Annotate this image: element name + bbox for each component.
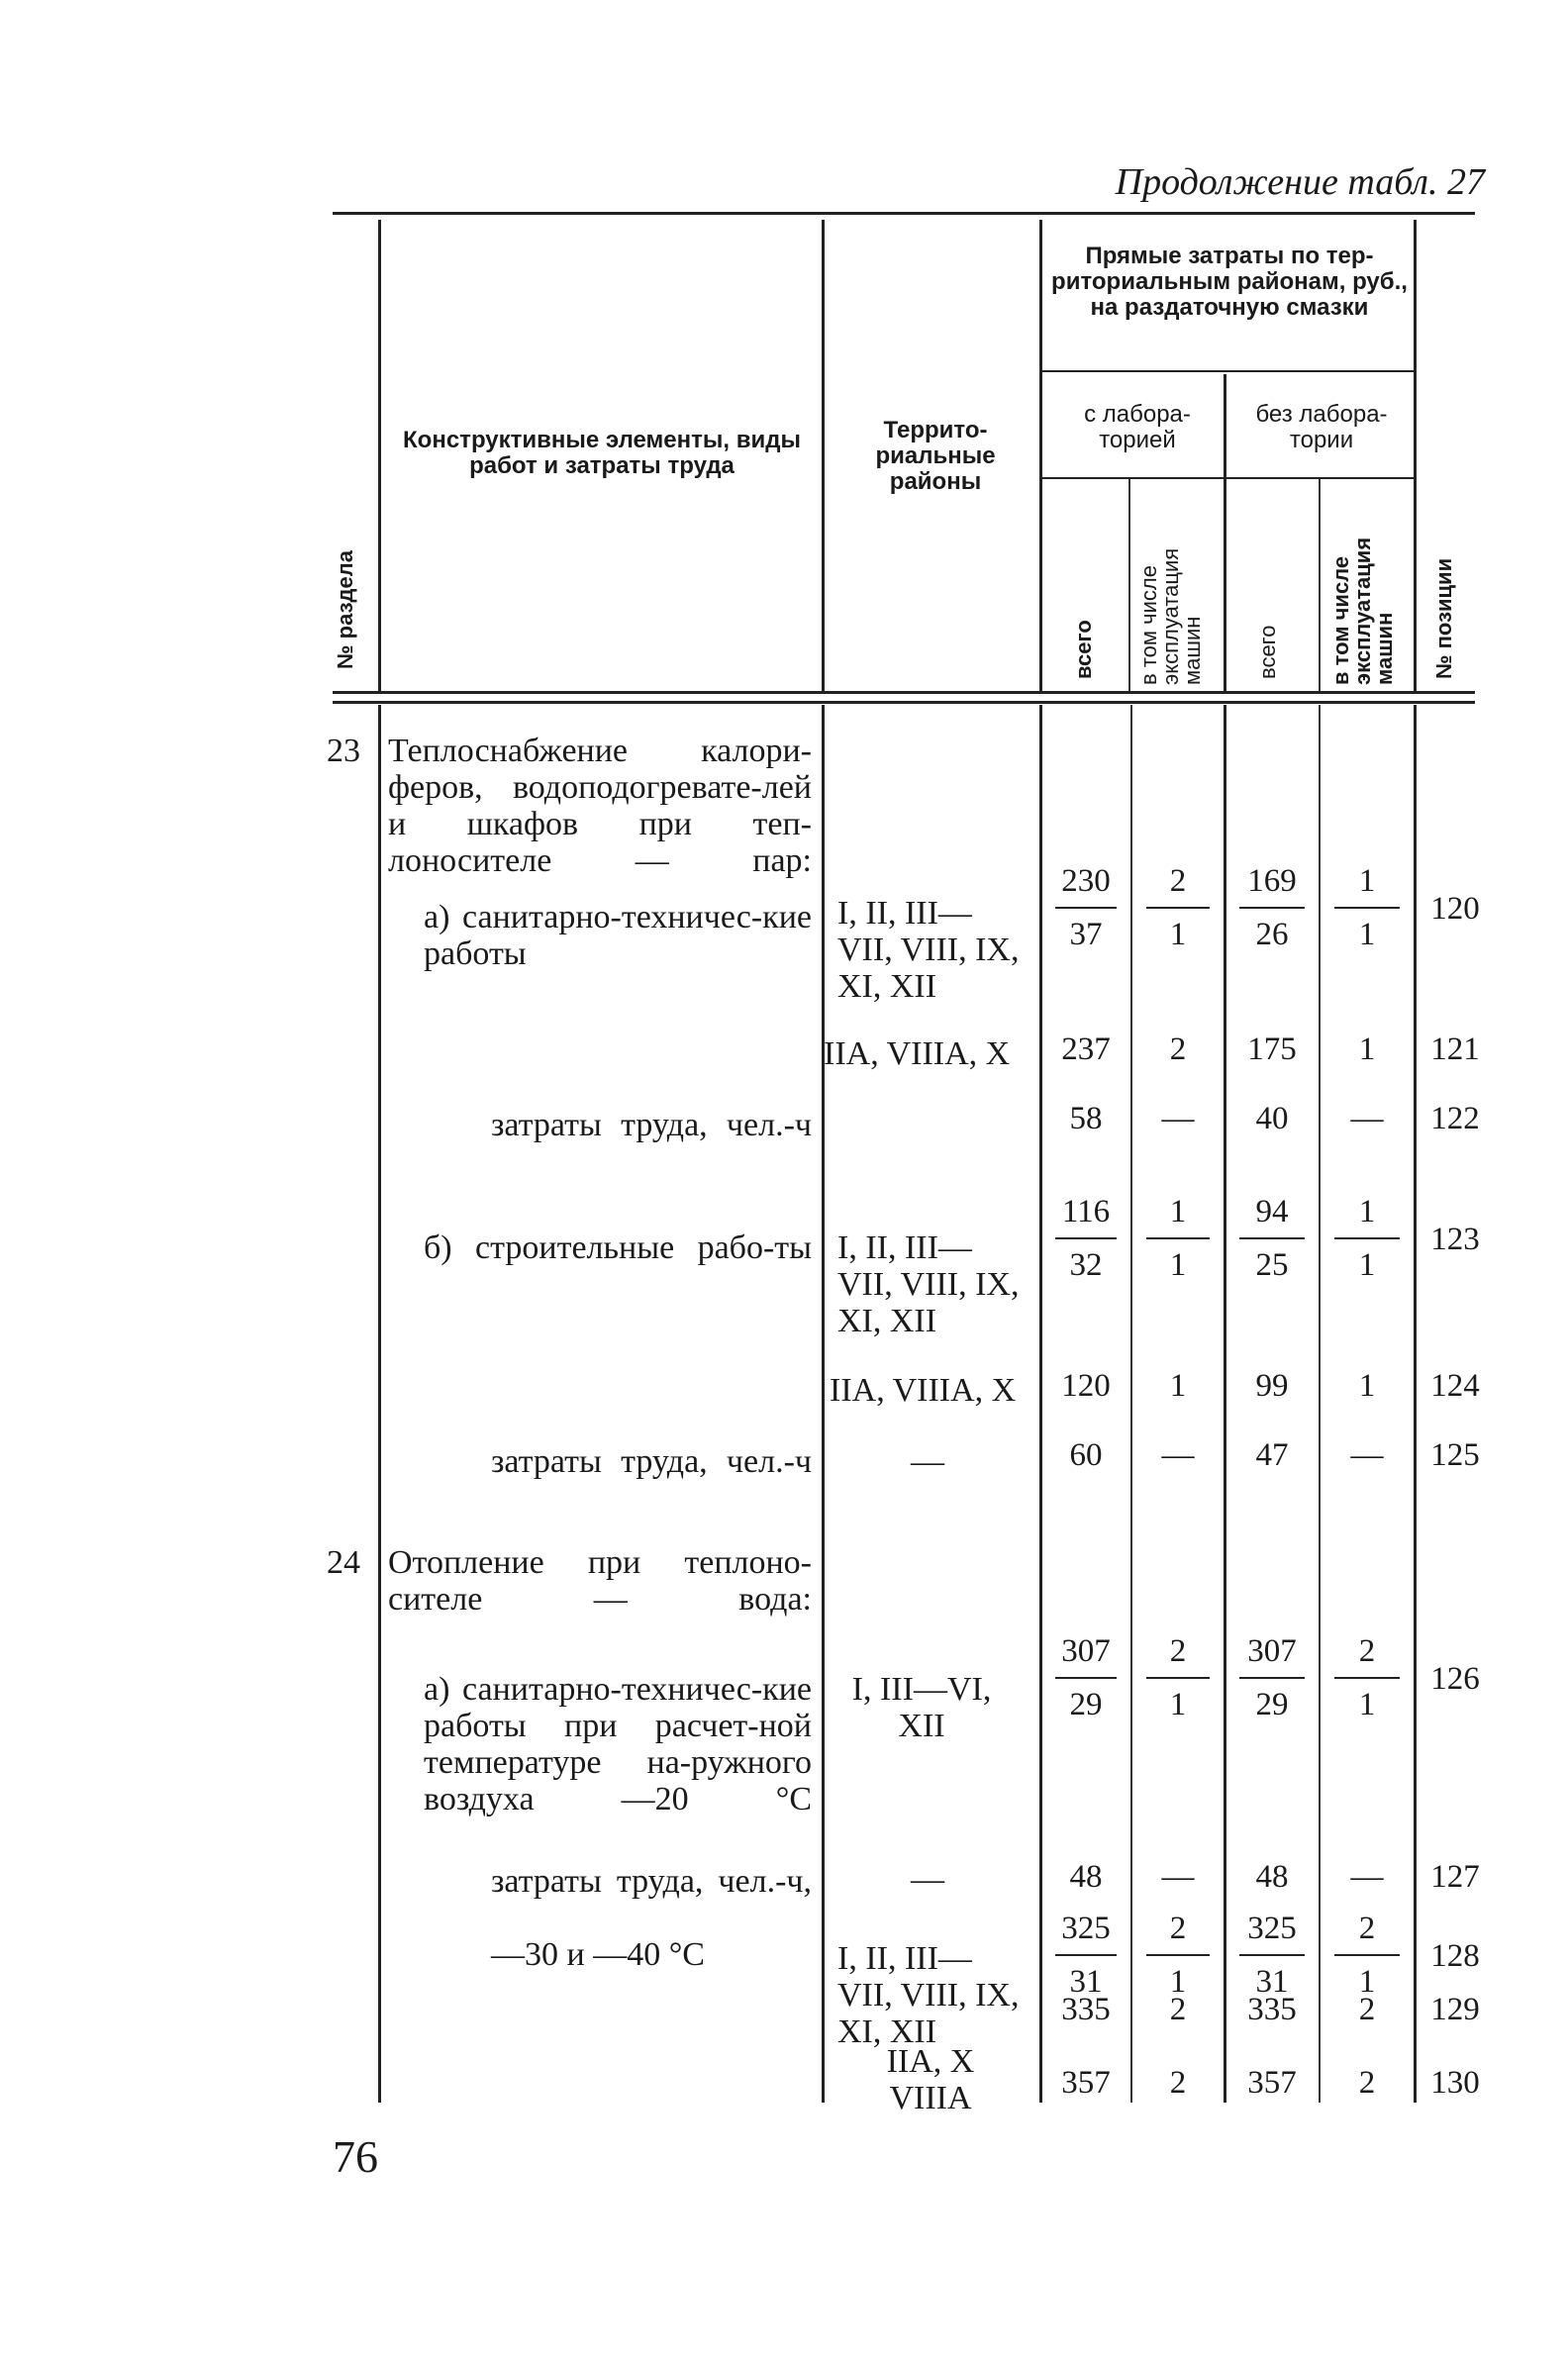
cell-value: 335 [1247, 1992, 1297, 2027]
fraction-bar [1239, 907, 1305, 909]
cell-value: 307 [1061, 1633, 1111, 1669]
cell-value: 1 [1358, 1687, 1376, 1722]
cell-value: 116 [1061, 1194, 1111, 1229]
fraction-bar [1334, 907, 1400, 909]
header-bottom-rule-2 [333, 701, 1475, 704]
cell-value: 1 [1169, 917, 1187, 952]
fraction-bar [1055, 1677, 1117, 1679]
cell-value: 124 [1430, 1368, 1480, 1404]
body-divider-2 [822, 705, 825, 2103]
cell-value: — [1350, 1859, 1384, 1895]
col-divider-1 [378, 220, 381, 691]
cell-value: 29 [1069, 1687, 1103, 1722]
header-with-lab: с лабора-торией [1084, 401, 1191, 453]
item-labor-costs: затраты труда, чел.-ч [491, 1107, 812, 1143]
fraction-bar [1239, 1237, 1305, 1239]
cell-value: 1 [1169, 1964, 1187, 2000]
cell-value: 325 [1247, 1911, 1297, 1946]
fraction-bar [1334, 1954, 1400, 1956]
cell-value: 357 [1061, 2065, 1111, 2101]
cell-value: 1 [1169, 1687, 1187, 1722]
cell-value: 121 [1430, 1031, 1480, 1067]
lab-subheader-rule [1039, 477, 1414, 479]
cell-value: 37 [1069, 917, 1103, 952]
section-title: Теплоснабжение калори-феров, водоподогревате-лей и шкафов при теп-лоносителе — пар: [388, 733, 812, 879]
cell-value: 2 [1169, 1031, 1187, 1067]
fraction-bar [1146, 907, 1210, 909]
cell-value: 40 [1255, 1101, 1289, 1136]
cell-value: 2 [1169, 1911, 1187, 1946]
col-divider-2 [822, 220, 825, 691]
item-temperature: —30 и —40 °С [491, 1936, 705, 1973]
fraction-bar [1146, 1237, 1210, 1239]
body-divider-1 [378, 705, 381, 2103]
header-section-number: № раздела [333, 550, 357, 669]
header-incl-machines-1: в том числе эксплуатация машин [1136, 547, 1205, 685]
regions-cell: IIA, VIIIA, X [824, 1035, 1011, 1072]
cell-value: 94 [1255, 1194, 1289, 1229]
cell-value: 2 [1169, 863, 1187, 899]
cell-value: 307 [1247, 1633, 1297, 1669]
cell-value: 1 [1358, 917, 1376, 952]
cell-value: 2 [1358, 1992, 1376, 2027]
cell-value: 2 [1358, 1911, 1376, 1946]
costs-subheader-rule [1039, 370, 1414, 372]
cell-value: 128 [1430, 1938, 1480, 1974]
cell-value: 175 [1247, 1031, 1297, 1067]
col-divider-5 [1414, 220, 1417, 691]
header-without-lab: без лабора-тории [1255, 401, 1388, 453]
col-divider-7 [1319, 479, 1321, 691]
item-construction-works: б) строительные рабо-ты [424, 1229, 812, 1266]
cell-value: 122 [1430, 1101, 1480, 1136]
item-labor-costs: затраты труда, чел.-ч [491, 1443, 812, 1480]
header-bottom-rule [333, 691, 1475, 694]
cell-value: 25 [1255, 1247, 1289, 1283]
cell-value: 48 [1069, 1859, 1103, 1895]
fraction-bar [1334, 1237, 1400, 1239]
cell-value: — [1350, 1101, 1384, 1136]
cell-value: 335 [1061, 1992, 1111, 2027]
cell-value: 237 [1061, 1031, 1111, 1067]
regions-cell: IIA, X VIIIA [886, 2043, 975, 2116]
fraction-bar [1055, 907, 1117, 909]
cell-value: 2 [1358, 2065, 1376, 2101]
fraction-bar [1055, 1954, 1117, 1956]
cell-value: 120 [1430, 891, 1480, 927]
cell-value: 169 [1247, 863, 1297, 899]
fraction-bar [1146, 1954, 1210, 1956]
cell-value: — [1161, 1859, 1195, 1895]
item-sanitary-works: а) санитарно-техничес-кие работы при расчет-ной температуре на-ружного воздуха —20 °С [424, 1671, 812, 1817]
cell-value: 2 [1358, 1633, 1376, 1669]
fraction-bar [1055, 1237, 1117, 1239]
cell-value: 1 [1358, 1031, 1376, 1067]
cell-value: 1 [1358, 1964, 1376, 2000]
regions-cell: I, II, III— VII, VIII, IX, XI, XII [837, 1229, 1020, 1339]
header-position: № позиции [1431, 557, 1456, 679]
cell-value: 2 [1169, 2065, 1187, 2101]
regions-cell: I, II, III— VII, VIII, IX, XI, XII [837, 1940, 1020, 2050]
header-incl-machines-2: в том числе эксплуатация машин [1328, 537, 1397, 685]
fraction-bar [1239, 1677, 1305, 1679]
cell-value: 48 [1255, 1859, 1289, 1895]
header-regions: Террито-риальные районы [875, 417, 996, 495]
cell-value: 99 [1255, 1368, 1289, 1404]
cell-value: 1 [1169, 1247, 1187, 1283]
fraction-bar [1334, 1677, 1400, 1679]
section-number: 24 [327, 1544, 360, 1581]
cell-value: 31 [1069, 1964, 1103, 2000]
cell-value: 2 [1169, 1633, 1187, 1669]
regions-cell: I, II, III— VII, VIII, IX, XI, XII [837, 895, 1020, 1005]
cell-value: 127 [1430, 1859, 1480, 1895]
cell-value: 47 [1255, 1437, 1289, 1473]
cell-value: 130 [1430, 2065, 1480, 2101]
cell-value: 1 [1169, 1368, 1187, 1404]
cell-value: 129 [1430, 1992, 1480, 2027]
cell-value: 26 [1255, 917, 1289, 952]
section-title: Отопление при теплоно-сителе — вода: [388, 1544, 812, 1618]
cell-value: 32 [1069, 1247, 1103, 1283]
cell-value: 120 [1061, 1368, 1111, 1404]
col-divider-4 [1224, 374, 1226, 691]
fraction-bar [1146, 1677, 1210, 1679]
section-number: 23 [327, 733, 360, 769]
table-top-rule [333, 212, 1475, 215]
item-labor-costs: затраты труда, чел.-ч, [491, 1863, 812, 1900]
cell-value: 1 [1358, 1194, 1376, 1229]
cell-value: — [1161, 1437, 1195, 1473]
fraction-bar [1239, 1954, 1305, 1956]
cell-value: — [1350, 1437, 1384, 1473]
item-sanitary-works: а) санитарно-техничес-кие работы [424, 899, 812, 972]
cell-value: 125 [1430, 1437, 1480, 1473]
cell-value: 29 [1255, 1687, 1289, 1722]
cell-value: — [1161, 1101, 1195, 1136]
page-number: 76 [333, 2131, 378, 2182]
header-elements: Конструктивные элементы, виды работ и затраты труда [403, 427, 801, 479]
regions-cell: — [911, 1443, 944, 1480]
cell-value: 126 [1430, 1661, 1480, 1697]
regions-cell: — [911, 1861, 944, 1898]
header-total-1: всего [1071, 620, 1096, 679]
cell-value: 1 [1358, 1247, 1376, 1283]
cell-value: 58 [1069, 1101, 1103, 1136]
header-total-2: всего [1255, 625, 1280, 679]
cell-value: 1 [1358, 863, 1376, 899]
cell-value: 1 [1358, 1368, 1376, 1404]
table-caption: Продолжение табл. 27 [1115, 161, 1485, 203]
cell-value: 2 [1169, 1992, 1187, 2027]
header-costs: Прямые затраты по тер-риториальным районам, руб., на раздаточную смазки [1051, 243, 1408, 321]
cell-value: 230 [1061, 863, 1111, 899]
col-divider-3 [1039, 220, 1042, 691]
cell-value: 357 [1247, 2065, 1297, 2101]
cell-value: 123 [1430, 1222, 1480, 1257]
cell-value: 31 [1255, 1964, 1289, 2000]
cell-value: 1 [1169, 1194, 1187, 1229]
regions-cell: I, III—VI, XII [851, 1671, 992, 1744]
cell-value: 325 [1061, 1911, 1111, 1946]
cell-value: 60 [1069, 1437, 1103, 1473]
regions-cell: IIA, VIIIA, X [830, 1372, 1017, 1409]
col-divider-6 [1128, 479, 1130, 691]
